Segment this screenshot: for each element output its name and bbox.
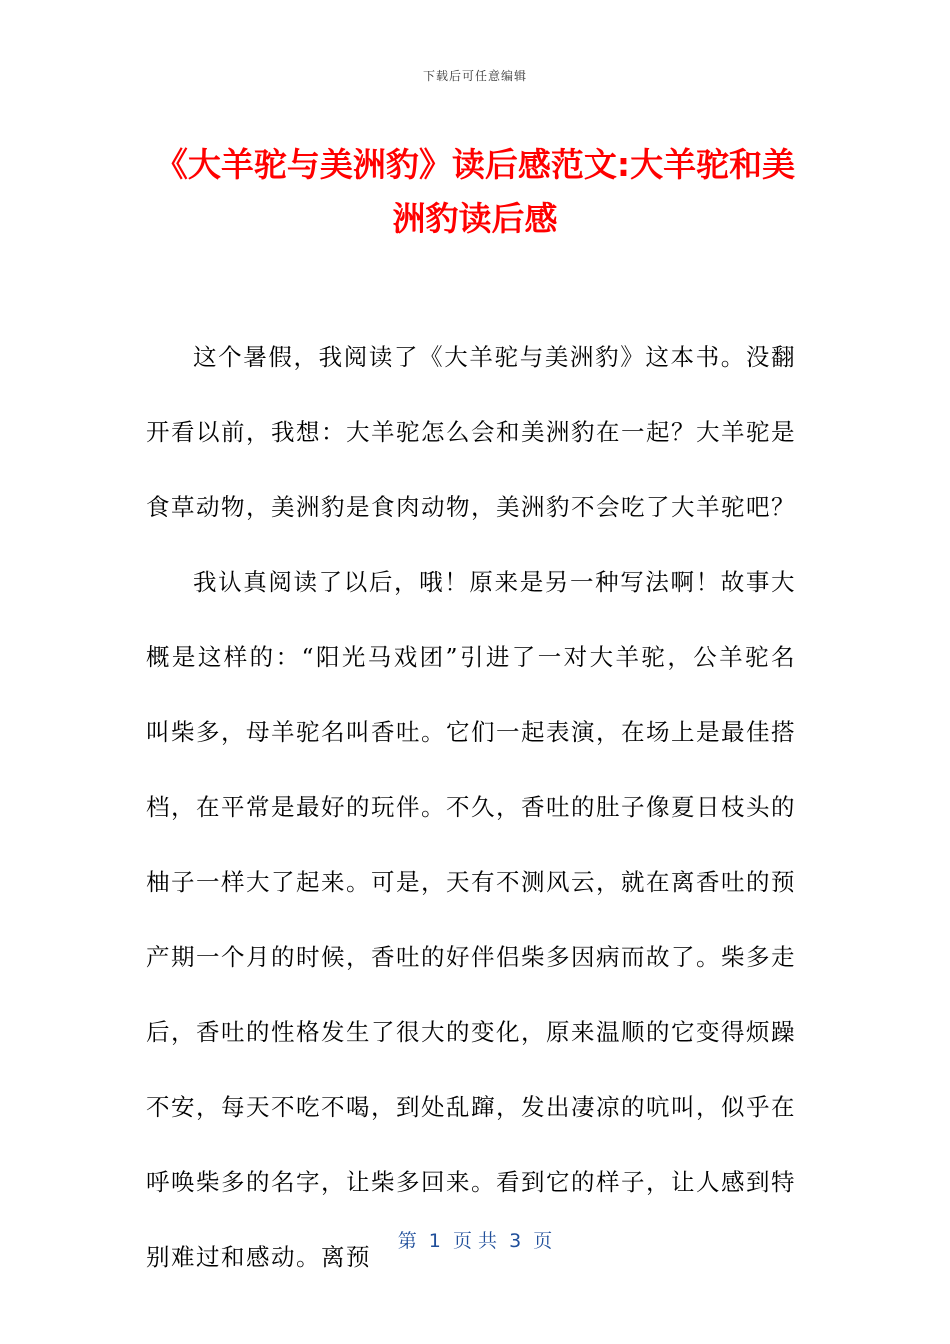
- header-note: 下载后可任意编辑: [422, 69, 527, 83]
- paragraph-2: 我认真阅读了以后，哦！原来是另一种写法啊！故事大概是这样的：“阳光马戏团”引进了一对大羊驼，公羊驼名叫柴多，母羊驼名叫香吐。它们一起表演，在场上是最佳搭档，在平常是最好的玩伴。不久，香吐的肚子像夏日枝头的柚子一样大了起来。可是，天有不测风云，就在离香吐的预产期一个月的时候，香吐的好伴侣柴多因病而故了。柴多走后，香吐的性格发生了很大的变化，原来温顺的它变得烦躁不安，每天不吃不喝，到处乱蹿，发出凄凉的吭叫，似乎在呼唤柴多的名字，让柴多回来。看到它的样子，让人感到特别难过和感动。离预: [146, 568, 796, 1271]
- page-number-footer: 第 1 页 共 3 页: [397, 1230, 553, 1252]
- document-title: 《大羊驼与美洲豹》读后感范文:大羊驼和美洲豹读后感: [154, 145, 796, 238]
- paragraph-1: 这个暑假，我阅读了《大羊驼与美洲豹》这本书。没翻开看以前，我想：大羊驼怎么会和美洲豹在一起？大羊驼是食草动物，美洲豹是食肉动物，美洲豹不会吃了大羊驼吧？: [146, 343, 796, 521]
- document-body: [146, 320, 796, 1295]
